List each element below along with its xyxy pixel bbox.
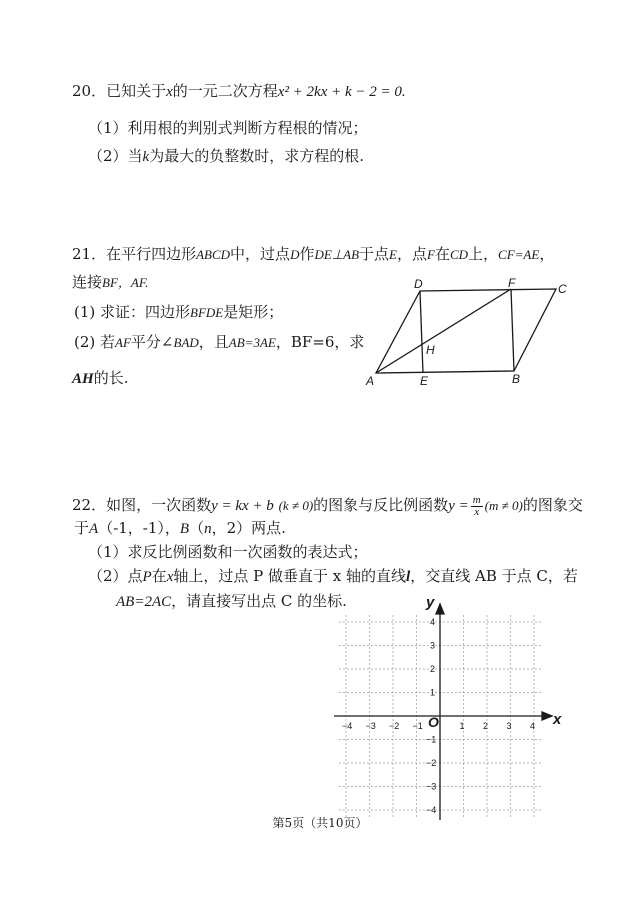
q21-var: AB=3AE (228, 335, 276, 350)
q21-var: DE⊥AB (314, 247, 360, 262)
q22-var: AB=2AC (116, 594, 172, 610)
q21-var: BFDE (190, 305, 224, 320)
label-h: H (426, 343, 435, 357)
q22-text: 的图象与反比例函数 (313, 496, 449, 514)
q22-text: ，请直接写出点 C 的坐标. (171, 592, 347, 610)
q21-text: 平分∠ (130, 333, 174, 351)
q21-text: 上， (468, 245, 499, 263)
q21-var: AF (115, 335, 131, 350)
x-axis-arrow-icon (542, 712, 552, 720)
fraction-denominator: x (474, 505, 480, 518)
q22-condition: (m ≠ 0) (484, 498, 523, 513)
q22-equation: y = kx + b (211, 498, 274, 514)
q22-text: 22．如图，一次函数 (72, 496, 212, 514)
label-e: E (420, 374, 429, 388)
q21-text: (1) 求证：四边形 (74, 303, 191, 321)
q22-var: l (406, 569, 411, 585)
q21-var: D (290, 247, 300, 262)
q21-text: ，点 (396, 245, 427, 263)
q22-text: ，2）两点. (211, 519, 286, 537)
origin-label: O (428, 714, 439, 730)
y-tick-label: −2 (426, 758, 437, 768)
q21-text: 作 (299, 245, 315, 263)
q22-text: （2）点 (88, 567, 143, 585)
page-footer: 第5页（共10页） (272, 816, 368, 830)
q22-text: 在 (151, 567, 167, 585)
label-b: B (512, 372, 521, 386)
y-axis-label: y (426, 594, 435, 611)
x-tick-label: −4 (342, 721, 353, 731)
q22-condition: (k ≠ 0) (278, 498, 314, 513)
q21-var: BAD (173, 335, 199, 350)
q22-var: x (166, 569, 174, 585)
y-tick-label: −1 (426, 734, 437, 745)
x-tick-label: 4 (530, 721, 536, 731)
q21-var: CD (449, 247, 469, 262)
q22-var: A (89, 521, 99, 537)
q21-text: ， (539, 245, 555, 263)
q21-text: 连接 (72, 273, 103, 291)
q21-var: ABCD (196, 247, 231, 262)
q22-text: （ (189, 519, 205, 537)
x-tick-label: 2 (483, 721, 489, 731)
y-tick-label: 2 (430, 664, 436, 674)
x-tick-label: −2 (389, 721, 400, 731)
q20-equation: x² + 2kx + k − 2 = 0. (277, 84, 406, 100)
label-c: C (558, 282, 567, 296)
q22-var: B (179, 521, 190, 537)
fraction-numerator: m (472, 493, 481, 506)
q22-text: ，交直线 AB 于点 C，若 (410, 567, 578, 585)
q22-var: P (142, 569, 152, 585)
x-tick-label: −3 (365, 721, 376, 731)
y-tick-label: −3 (426, 781, 437, 792)
q21-var: AH (72, 371, 94, 387)
q21-text: ，且 (198, 333, 229, 351)
q22-part1: （1）求反比例函数和一次函数的表达式； (88, 543, 368, 561)
q22-text: （-1，-1）， (98, 519, 180, 537)
q20-text: （2）当 (88, 147, 143, 165)
q21-var: E (389, 247, 397, 262)
q20-part1: （1）利用根的判别式判断方程根的情况； (88, 119, 368, 137)
y-tick-label: 3 (430, 640, 436, 651)
y-axis-arrow-icon (436, 604, 444, 614)
y-tick-label: −4 (426, 805, 437, 815)
q20-var: x (166, 84, 173, 100)
x-tick-label: −1 (412, 721, 423, 731)
q21-text: 是矩形； (223, 303, 284, 321)
q22-text: 轴上，过点 P 做垂直于 x 轴的直线 (173, 567, 407, 585)
q22-text: 的图象交 (522, 496, 583, 514)
q21-text: 于点 (359, 245, 390, 263)
q21-text: ，BF=6，求 (275, 333, 365, 351)
label-d: D (414, 277, 423, 291)
x-axis-label: x (553, 711, 562, 728)
q20-text: 的一元二次方程 (172, 82, 278, 100)
q22-var: n (204, 521, 212, 537)
y-tick-label: 4 (430, 617, 436, 627)
q21-text: 在 (434, 245, 450, 263)
q21-var: F (427, 247, 435, 262)
y-tick-label: 1 (430, 687, 436, 698)
q21-text: 的长. (93, 369, 129, 387)
x-tick-label: 3 (506, 721, 512, 731)
q21-text: (2) 若 (74, 333, 116, 351)
q22-text: 于 (74, 519, 90, 537)
q21-text: 21．在平行四边形 (72, 245, 197, 263)
q21-text: 中，过点 (230, 245, 291, 263)
q20-var: k (142, 149, 150, 165)
label-f: F (508, 276, 516, 290)
q22-equation: y = (448, 498, 469, 514)
q21-var: BF，AF. (102, 275, 149, 290)
q20-text: 20．已知关于 (72, 82, 167, 100)
label-a: A (366, 374, 375, 388)
x-tick-label: 1 (459, 721, 465, 731)
q21-var: CF=AE (498, 247, 540, 262)
q20-text: 为最大的负整数时，求方程的根. (149, 147, 364, 165)
